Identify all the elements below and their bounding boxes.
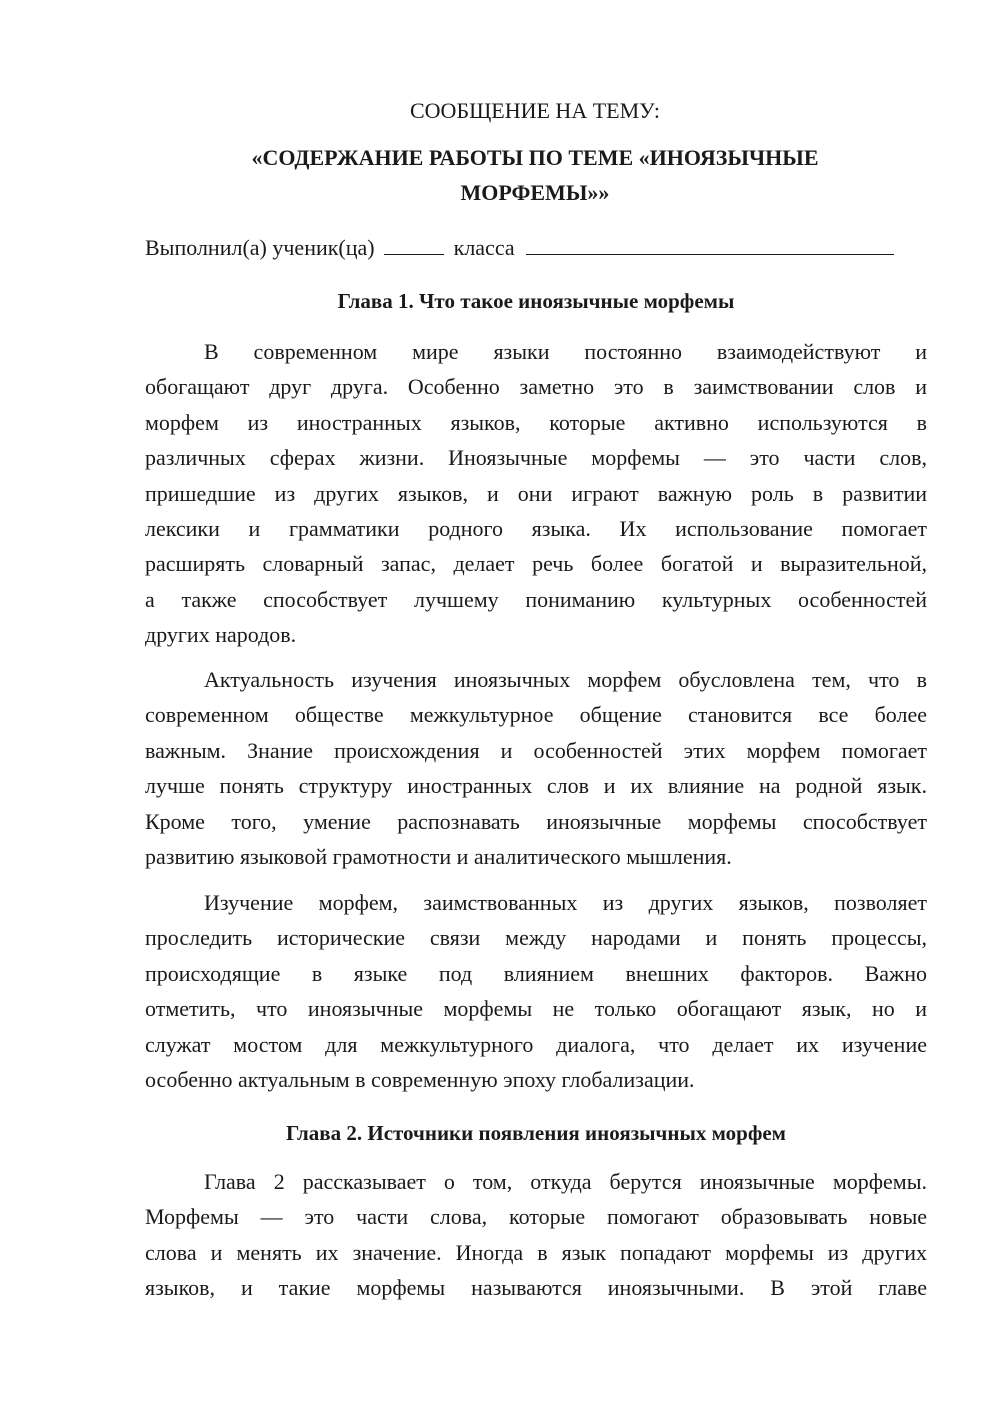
text-line: пришедшие из других языков, и они играют важную роль в развитии [145,480,927,506]
document-topic: СООБЩЕНИЕ НА ТЕМУ: [410,98,660,123]
name-blank [526,234,894,255]
text-line: а также способствует лучшему пониманию культурных особенностей [145,586,927,612]
text-line: развитию языковой грамотности и аналитического мышления. [145,843,732,869]
author-line [145,233,935,263]
text-line: языков, и такие морфемы называются иноязычными. В этой главе [145,1275,927,1301]
text-line: морфем из иностранных языков, которые активно используются в [145,409,927,435]
text-line: Кроме того, умение распознавать иноязычные морфемы способствует [145,808,927,834]
text-line: лексики и грамматики родного языка. Их использование помогает [145,515,927,541]
text-line: Изучение морфем, заимствованных из других языков, позволяет [204,890,927,915]
author-prefix: Выполнил(а) ученик(ца) [145,235,375,260]
text-line: слова и менять их значение. Иногда в язык попадают морфемы из других [145,1239,927,1265]
text-line: других народов. [145,622,297,648]
text-line: современном обществе межкультурное общение становится все более [145,702,927,728]
chapter-1-paragraph-3 [145,885,927,1097]
chapter-1-paragraph-2 [145,662,927,874]
text-line: различных сферах жизни. Иноязычные морфемы — это части слов, [145,445,927,471]
text-line: проследить исторические связи между народами и понять процессы, [145,925,927,951]
text-line: обогащают друг друга. Особенно заметно это в заимствовании слов и [145,374,927,400]
text-line: происходящие в языке под влиянием внешних факторов. Важно [145,960,927,986]
document-title-line-2: МОРФЕМЫ»» [460,180,610,205]
document-title-line-1: «СОДЕРЖАНИЕ РАБОТЫ ПО ТЕМЕ «ИНОЯЗЫЧНЫЕ [251,145,819,170]
text-line: расширять словарный запас, делает речь более богатой и выразительной, [145,551,927,577]
text-line: служат мостом для межкультурного диалога, что делает их изучение [145,1031,927,1057]
chapter-2-paragraph-1 [145,1164,927,1306]
text-line: Глава 2 рассказывает о том, откуда берутся иноязычные морфемы. [204,1169,927,1194]
grade-blank [384,234,444,255]
chapter-2-heading: Глава 2. Источники появления иноязычных морфем [286,1121,786,1145]
text-line: лучше понять структуру иностранных слов и их влияние на родной язык. [145,773,927,799]
chapter-1-heading: Глава 1. Что такое иноязычные морфемы [337,289,735,313]
chapter-1-paragraph-1 [145,334,927,653]
text-line: Морфемы — это части слова, которые помогают образовывать новые [145,1204,927,1230]
text-line: особенно актуальным в современную эпоху глобализации. [145,1066,695,1092]
class-label: класса [453,235,515,260]
text-line: важным. Знание происхождения и особенностей этих морфем помогает [145,737,927,763]
text-line: В современном мире языки постоянно взаимодействуют и [204,339,927,364]
text-line: Актуальность изучения иноязычных морфем обусловлена тем, что в [204,667,927,692]
text-line: отметить, что иноязычные морфемы не только обогащают язык, но и [145,996,927,1022]
